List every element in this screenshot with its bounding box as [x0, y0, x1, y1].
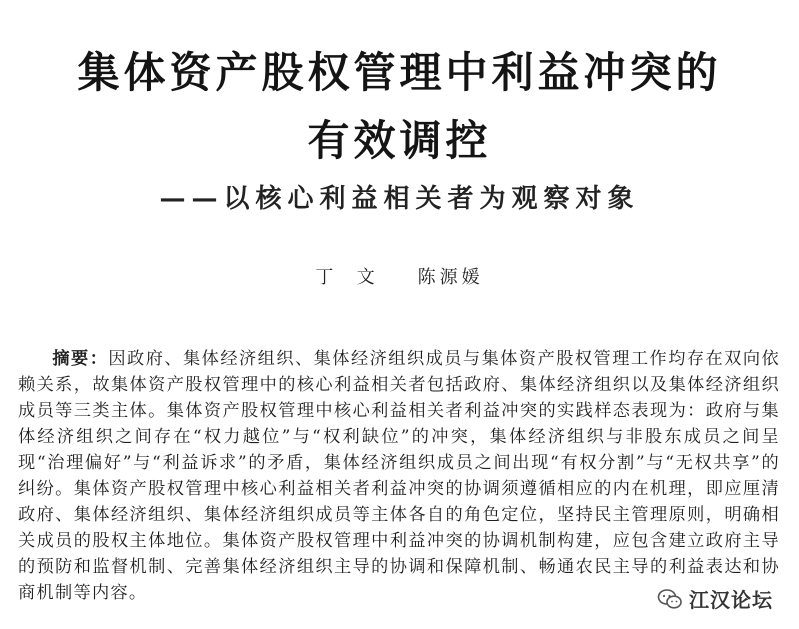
abstract-label: 摘要： [52, 349, 109, 369]
article-title-line-1: 集体资产股权管理中利益冲突的 [77, 48, 722, 97]
watermark-label: 江汉论坛 [689, 588, 773, 612]
article-title-line-2: 有效调控 [307, 116, 492, 165]
article-subtitle: ——以核心利益相关者为观察对象 [159, 184, 640, 214]
source-watermark [653, 582, 777, 615]
abstract-paragraph [18, 346, 780, 606]
wechat-icon [657, 588, 683, 610]
abstract-text: 因政府、集体经济组织、集体经济组织成员与集体资产股权管理工作均存在双向依赖关系，故集体资产股权管理中的核心利益相关者包括政府、集体经济组织以及集体经济组织成员等三类主体。集体资产股权管理中核心利益相关者利益冲突的实践样态表现为：政府与集体经济组织之间存在“权力越位”与“权利缺位”的冲突，集体经济组织与非股东成员之间呈现“治理偏好”与“利益诉求”的矛盾，集体经济组织成员之间出现“有权分割”与“无权共享”的纠纷。集体资产股权管理中核心利益相关者利益冲突的协调须遵循相应的内在机理，即应厘清政府、集体经济组织、集体经济组织成员等主体各自的角色定位，坚持民主管理原则，明确相关成员的股权主体地位。集体资产股权管理中利益冲突的协调机制构建，应包含建立政府主导的预防和监督机制、完善集体经济组织主导的协调和保障机制、畅通农民主导的利益表达和协商机制等内容。 [18, 349, 780, 603]
article-authors: 丁 文 陈源媛 [315, 267, 484, 288]
